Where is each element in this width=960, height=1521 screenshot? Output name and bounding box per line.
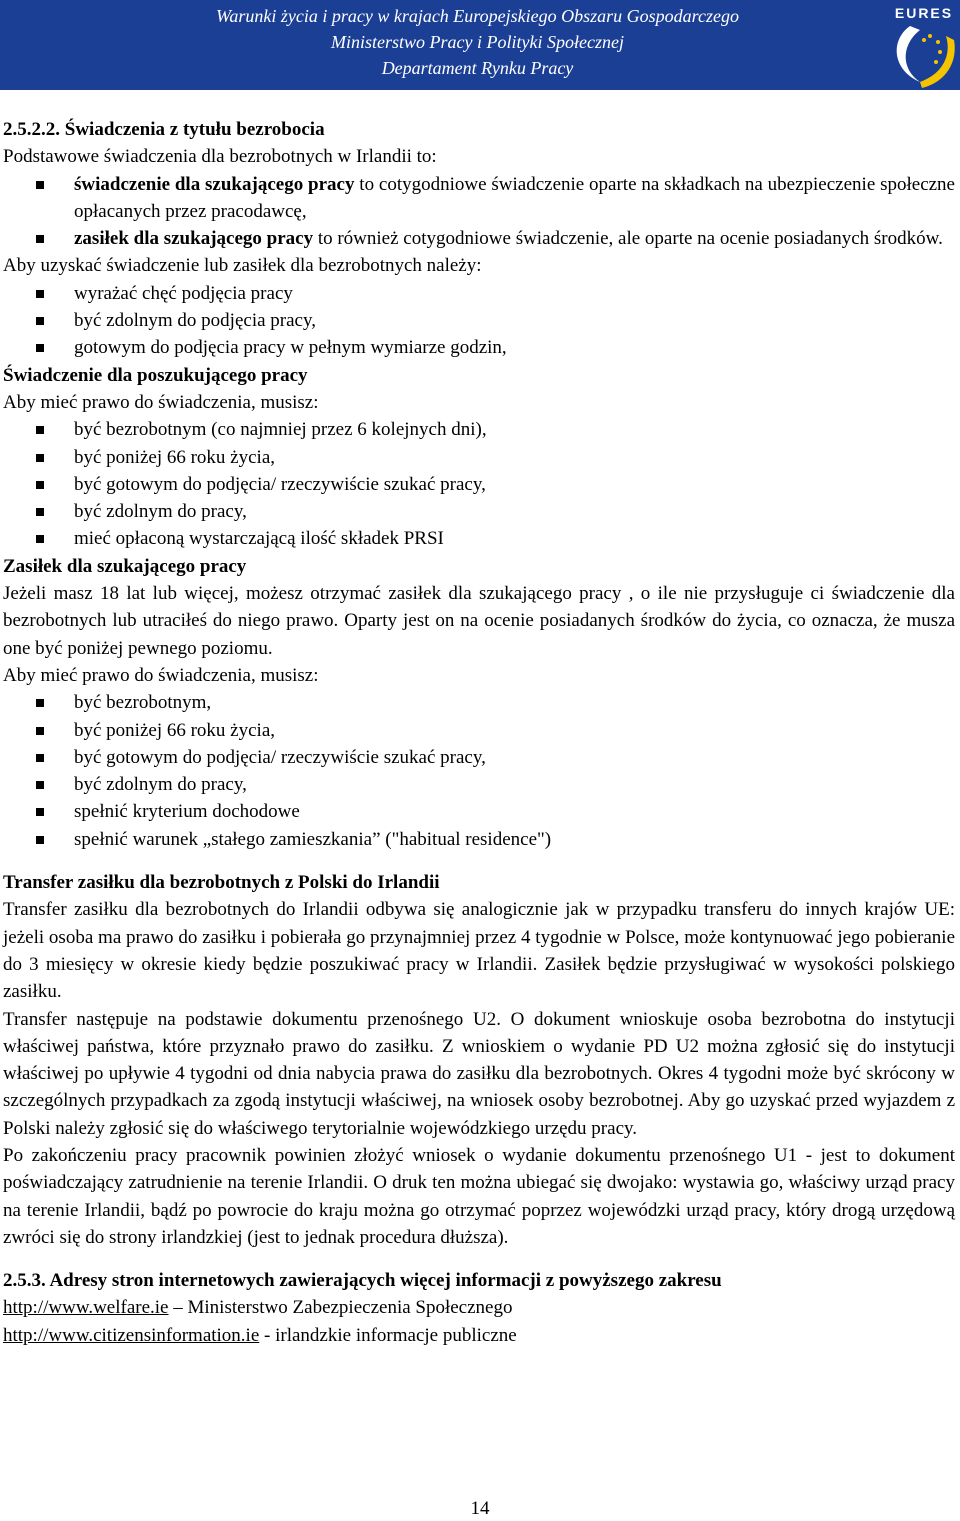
requirements-list	[3, 280, 955, 362]
link-description: – Ministerstwo Zabezpieczenia Społecznego	[168, 1297, 513, 1319]
term: zasiłek dla szukającego pracy	[74, 228, 314, 250]
benefit-list	[3, 171, 955, 253]
page-header	[0, 0, 960, 90]
document-body	[3, 116, 955, 1349]
list-item: spełnić warunek „stałego zamieszkania” ("habitual residence")	[3, 826, 955, 853]
list-item: mieć opłaconą wystarczającą ilość składek PRSI	[3, 525, 955, 552]
spacer	[3, 853, 955, 869]
header-line-1: Warunki życia i pracy w krajach Europejskiego Obszaru Gospodarczego	[216, 6, 739, 26]
paragraph: Podstawowe świadczenia dla bezrobotnych w Irlandii to:	[3, 146, 437, 168]
list-item: wyrażać chęć podjęcia pracy	[3, 280, 955, 307]
paragraph: Aby mieć prawo do świadczenia, musisz:	[3, 664, 319, 686]
list-item: być gotowym do podjęcia/ rzeczywiście szukać pracy,	[3, 471, 955, 498]
list-item: być bezrobotnym (co najmniej przez 6 kolejnych dni),	[3, 416, 955, 443]
paragraph: Transfer następuje na podstawie dokumentu przenośnego U2. O dokument wnioskuje osoba bezrobotna do instytucji właściwej państwa, które przyznało prawo do zasiłku. Z wnioskiem o wydanie PD U2 można zgłosić się do instytucji właściwej po upływie 4 tygodni od dnia nabycia prawa do zasiłku dla bezrobotnych. Okres 4 tygodni może być skrócony w szczególnych przypadkach za zgodą instytucji właściwej, na wniosek osoby bezrobotnej. Aby go uzyskać przed wyjazdem z Polski należy zgłosić się do właściwego terytorialnie wojewódzkiego urzędu pracy.	[3, 1008, 955, 1139]
list-item: gotowym do podjęcia pracy w pełnym wymiarze godzin,	[3, 334, 955, 361]
term-description: to cotygodniowe świadczenie oparte na składkach na ubezpieczenie społeczne opłacanych przez pracodawcę,	[74, 173, 955, 222]
section-heading-websites: 2.5.3. Adresy stron internetowych zawierających więcej informacji z powyższego zakresu	[3, 1270, 722, 1292]
term: świadczenie dla szukającego pracy	[74, 173, 355, 195]
paragraph: Jeżeli masz 18 lat lub więcej, możesz otrzymać zasiłek dla szukającego pracy , o ile nie przysługuje ci świadczenie dla bezrobotnych lub utraciłeś do niego prawo. Oparty jest on na ocenie posiadanych środków do życia, co oznacza, że musza one być poniżej pewnego poziomu.	[3, 583, 955, 659]
section-heading-jobseeker-benefit: Świadczenie dla poszukującego pracy	[3, 364, 308, 386]
paragraph: Po zakończeniu pracy pracownik powinien złożyć wniosek o wydanie dokumentu przenośnego U1 - jest to dokument poświadczający zatrudnienie na terenie Irlandii. O druk ten można ubiegać się dwojako: wystawia go, właściwy urząd pracy na terenie Irlandii, bądź po powrocie do kraju można go otrzymać poprzez wojewódzki urząd pracy, który drogą urzędową zwróci się do strony irlandzkiej (jest to jednak procedura dłuższa).	[3, 1144, 955, 1248]
eligibility-list	[3, 416, 955, 552]
header-line-3: Departament Rynku Pracy	[381, 58, 574, 78]
list-item: być zdolnym do pracy,	[3, 771, 955, 798]
list-item: być poniżej 66 roku życia,	[3, 444, 955, 471]
list-item: być gotowym do podjęcia/ rzeczywiście szukać pracy,	[3, 744, 955, 771]
section-heading-benefit-transfer: Transfer zasiłku dla bezrobotnych z Polski do Irlandii	[3, 872, 440, 894]
section-heading-jobseeker-allowance: Zasiłek dla szukającego pracy	[3, 555, 247, 577]
link-line	[3, 1322, 955, 1349]
term-description: to również cotygodniowe świadczenie, ale oparte na ocenie posiadanych środków.	[313, 228, 943, 250]
list-item	[3, 225, 955, 252]
list-item: być zdolnym do pracy,	[3, 498, 955, 525]
eligibility-list	[3, 689, 955, 853]
list-item	[3, 171, 955, 226]
page-number: 14	[470, 1498, 490, 1519]
svg-text:EURES: EURES	[894, 5, 954, 21]
welfare-link[interactable]: http://www.welfare.ie	[3, 1297, 169, 1319]
list-item: być bezrobotnym,	[3, 689, 955, 716]
section-heading-unemployment-benefits: 2.5.2.2. Świadczenia z tytułu bezrobocia	[3, 119, 325, 140]
eures-logo	[880, 0, 960, 90]
spacer	[3, 1251, 955, 1267]
list-item: spełnić kryterium dochodowe	[3, 798, 955, 825]
header-text	[0, 3, 955, 81]
paragraph: Transfer zasiłku dla bezrobotnych do Irlandii odbywa się analogicznie jak w przypadku transferu do innych krajów UE: jeżeli osoba ma prawo do zasiłku i pobierała go przynajmniej przez 4 tygodnie w Polsce, może kontynuować jego pobieranie do 3 miesięcy w okresie kiedy będzie poszukiwać pracy w Irlandii. Zasiłek będzie przysługiwać w wysokości polskiego zasiłku.	[3, 899, 955, 1003]
list-item: być zdolnym do podjęcia pracy,	[3, 307, 955, 334]
paragraph: Aby uzyskać świadczenie lub zasiłek dla bezrobotnych należy:	[3, 255, 482, 277]
list-item: być poniżej 66 roku życia,	[3, 717, 955, 744]
link-line	[3, 1294, 955, 1321]
link-description: - irlandzkie informacje publiczne	[259, 1324, 517, 1346]
paragraph: Aby mieć prawo do świadczenia, musisz:	[3, 391, 319, 413]
citizensinformation-link[interactable]: http://www.citizensinformation.ie	[3, 1324, 260, 1346]
header-line-2: Ministerstwo Pracy i Polityki Społecznej	[331, 32, 624, 52]
